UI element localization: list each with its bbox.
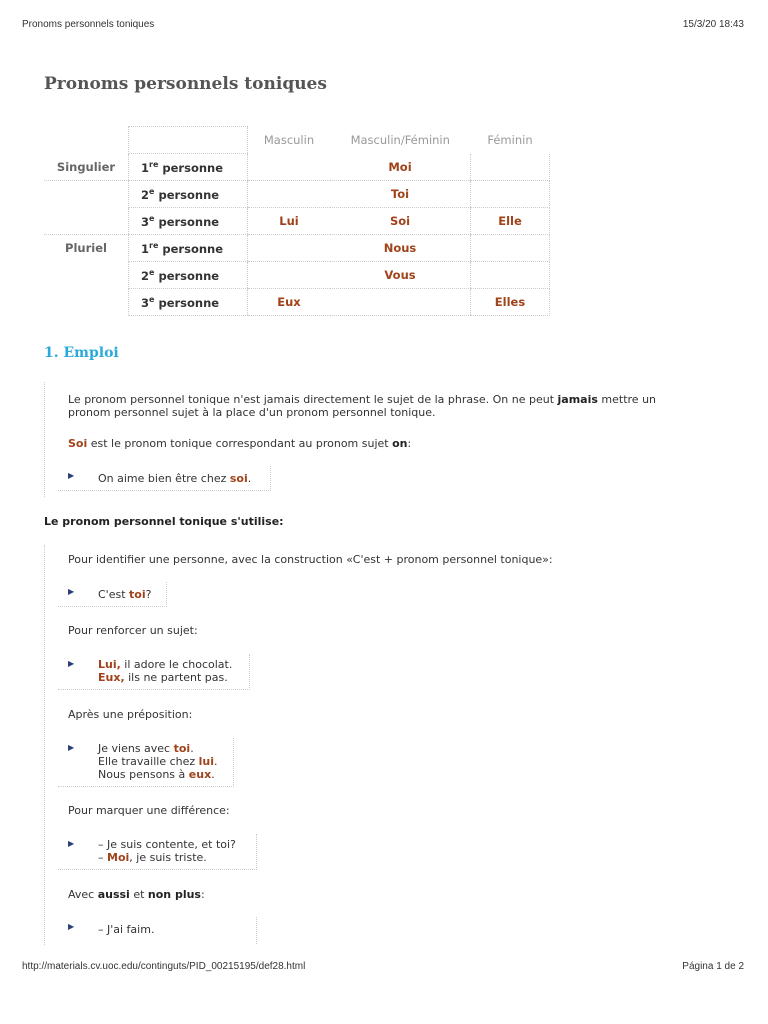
col-header-feminin: Féminin xyxy=(487,133,533,147)
right-triangle-icon: ▶ xyxy=(68,587,75,596)
group-label-singular: Singulier xyxy=(44,154,129,181)
pronouns-table xyxy=(44,126,550,316)
usage-difference: Pour marquer une différence: xyxy=(68,804,230,817)
right-triangle-icon: ▶ xyxy=(68,839,75,848)
usage-subheading: Le pronom personnel tonique s'utilise: xyxy=(44,515,284,528)
usage-identify: Pour identifier une personne, avec la construction «C'est + pronom personnel tonique»: xyxy=(68,553,553,566)
example-box: ▶ – J'ai faim. xyxy=(58,917,257,944)
print-header-datetime: 15/3/20 18:43 xyxy=(682,19,744,30)
section-heading-emploi: 1. Emploi xyxy=(44,345,119,361)
right-triangle-icon: ▶ xyxy=(68,659,75,668)
print-header-title: Pronoms personnels toniques xyxy=(22,19,155,30)
table-row: 2e personne Toi xyxy=(44,181,550,208)
page-title: Pronoms personnels toniques xyxy=(44,74,327,94)
soi-sentence: Soi est le pronom tonique correspondant au pronom sujet on: xyxy=(68,437,412,450)
group-label-plural: Pluriel xyxy=(65,241,107,256)
usage-aussi-non-plus: Avec aussi et non plus: xyxy=(68,888,205,901)
table-row: Pluriel 1re personne Nous xyxy=(44,235,550,262)
usage-block xyxy=(44,545,45,945)
col-header-masculin-feminin: Masculin/Féminin xyxy=(350,133,450,147)
table-row: Singulier 1re personne Moi xyxy=(44,154,550,181)
usage-reinforce: Pour renforcer un sujet: xyxy=(68,624,198,637)
example-box: ▶ C'est toi? xyxy=(58,582,167,607)
emploi-intro: Le pronom personnel tonique n'est jamais directement le sujet de la phrase. On ne peut jamais mettre un pronom personnel sujet à la place d'un pronom personnel tonique. xyxy=(68,393,657,419)
print-footer-page: Página 1 de 2 xyxy=(682,961,744,972)
right-triangle-icon: ▶ xyxy=(68,743,75,752)
example-box: ▶ Je viens avec toi. Elle travaille chez lui. Nous pensons à eux. xyxy=(58,738,234,787)
print-header xyxy=(22,19,744,30)
print-footer-url: http://materials.cv.uoc.edu/continguts/PID_00215195/def28.html xyxy=(22,961,306,972)
emploi-block xyxy=(44,382,45,497)
example-box: ▶ On aime bien être chez soi. xyxy=(58,466,271,491)
example-box: ▶ – Je suis contente, et toi? – Moi, je suis triste. xyxy=(58,834,257,870)
example-box: ▶ Lui, il adore le chocolat. Eux, ils ne partent pas. xyxy=(58,654,250,690)
usage-preposition: Après une préposition: xyxy=(68,708,193,721)
table-row: 3e personne Eux Elles xyxy=(44,289,550,316)
right-triangle-icon: ▶ xyxy=(68,922,75,931)
table-row: 2e personne Vous xyxy=(44,262,550,289)
print-footer xyxy=(22,961,744,972)
col-header-masculin: Masculin xyxy=(248,127,331,154)
right-triangle-icon: ▶ xyxy=(68,471,75,480)
table-row: 3e personne Lui Soi Elle xyxy=(44,208,550,235)
